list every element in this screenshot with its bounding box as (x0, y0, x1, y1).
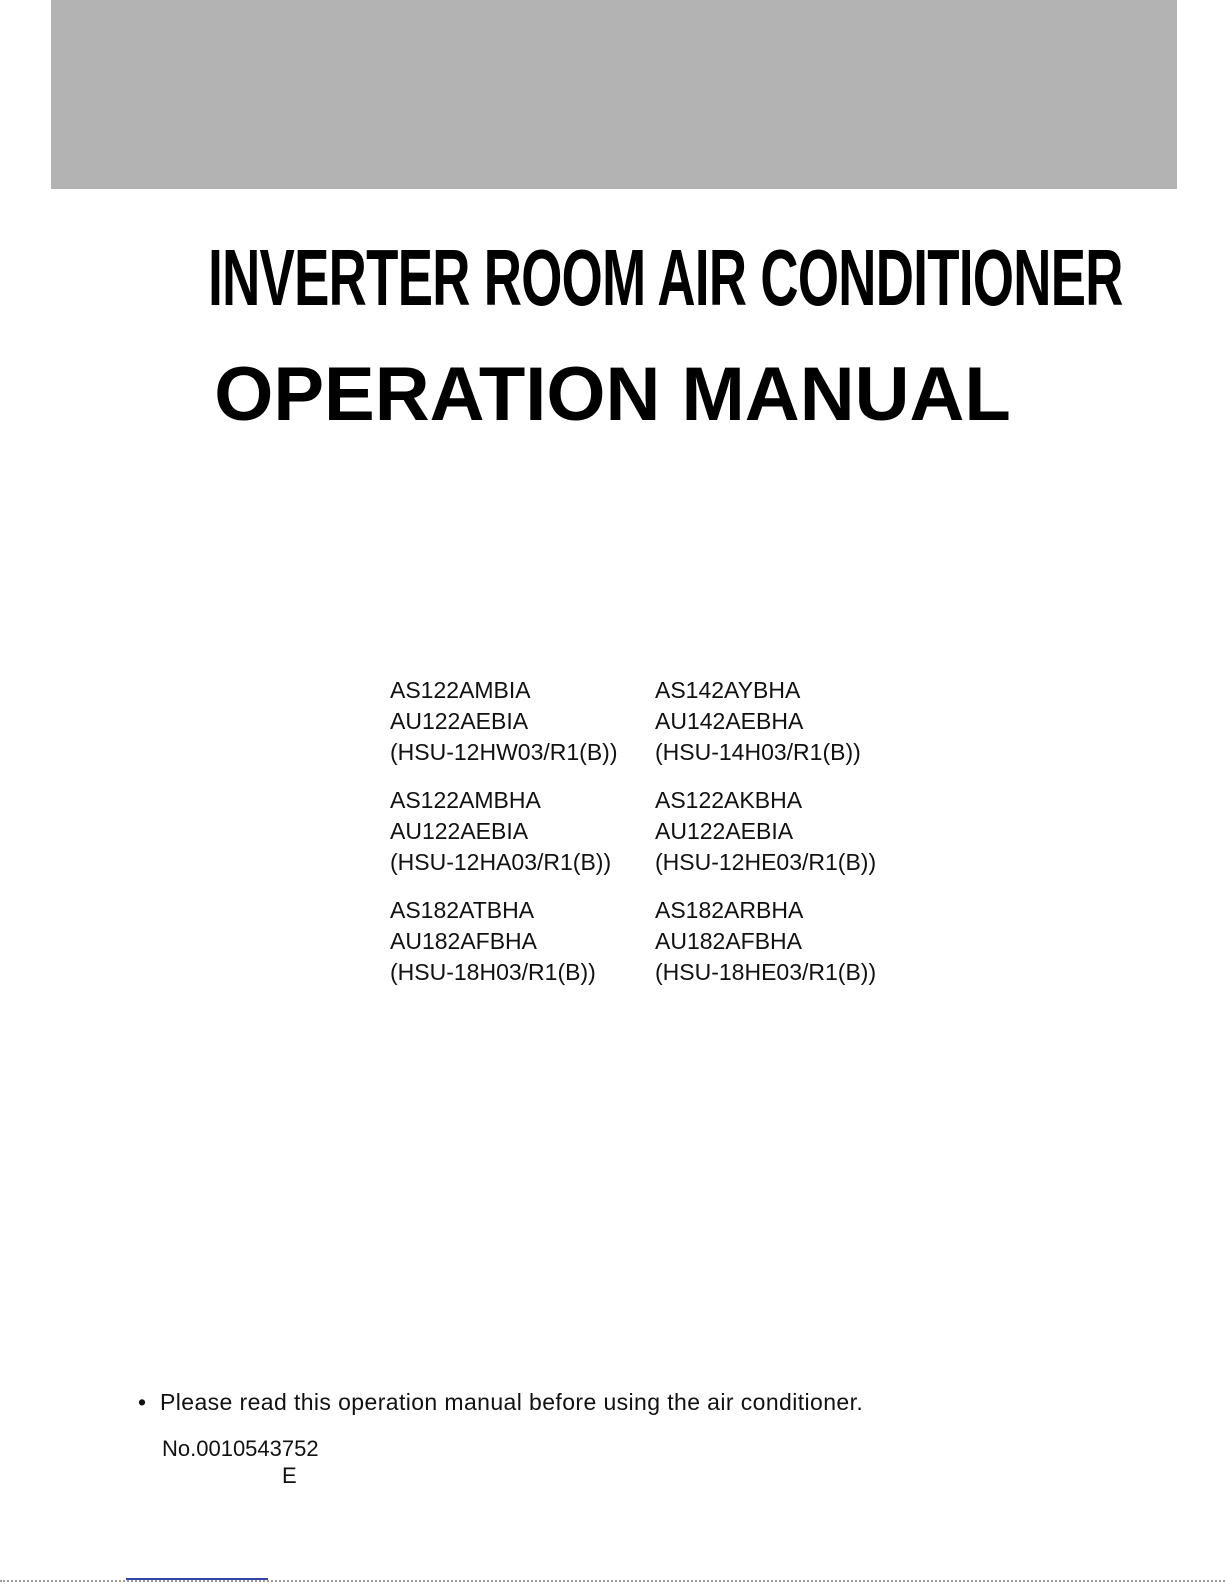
main-title: INVERTER ROOM AIR CONDITIONER (208, 233, 1123, 322)
outdoor-model: AU142AEBHA (655, 708, 804, 734)
model-group (655, 675, 925, 768)
outdoor-model: AU122AEBIA (390, 708, 529, 734)
model-group (390, 675, 660, 768)
indoor-model: AS182ARBHA (655, 897, 804, 923)
usage-note-text: Please read this operation manual before using the air conditioner. (160, 1389, 864, 1415)
indoor-model: AS122AMBHA (390, 787, 541, 813)
outdoor-model: AU182AFBHA (655, 928, 803, 954)
model-group (655, 895, 925, 988)
indoor-model: AS122AKBHA (655, 787, 803, 813)
subtitle: OPERATION MANUAL (214, 352, 1011, 437)
outdoor-model: AU122AEBIA (390, 818, 529, 844)
model-code: (HSU-14H03/R1(B)) (655, 739, 861, 765)
model-code: (HSU-12HE03/R1(B)) (655, 849, 877, 875)
bottom-dotted-rule (0, 1580, 1225, 1582)
model-group (390, 895, 660, 988)
model-group (390, 785, 660, 878)
bottom-link-underline (126, 1578, 268, 1580)
model-code: (HSU-18H03/R1(B)) (390, 959, 596, 985)
outdoor-model: AU122AEBIA (655, 818, 794, 844)
model-code: (HSU-12HW03/R1(B)) (390, 739, 618, 765)
model-group (655, 785, 925, 878)
indoor-model: AS142AYBHA (655, 677, 801, 703)
bullet-icon: • (138, 1389, 147, 1415)
header-gray-band (51, 0, 1177, 189)
document-number: No.0010543752 (162, 1436, 319, 1461)
language-code: E (282, 1463, 297, 1488)
usage-note (138, 1388, 863, 1416)
model-code: (HSU-18HE03/R1(B)) (655, 959, 877, 985)
model-code: (HSU-12HA03/R1(B)) (390, 849, 612, 875)
indoor-model: AS122AMBIA (390, 677, 531, 703)
outdoor-model: AU182AFBHA (390, 928, 538, 954)
indoor-model: AS182ATBHA (390, 897, 535, 923)
